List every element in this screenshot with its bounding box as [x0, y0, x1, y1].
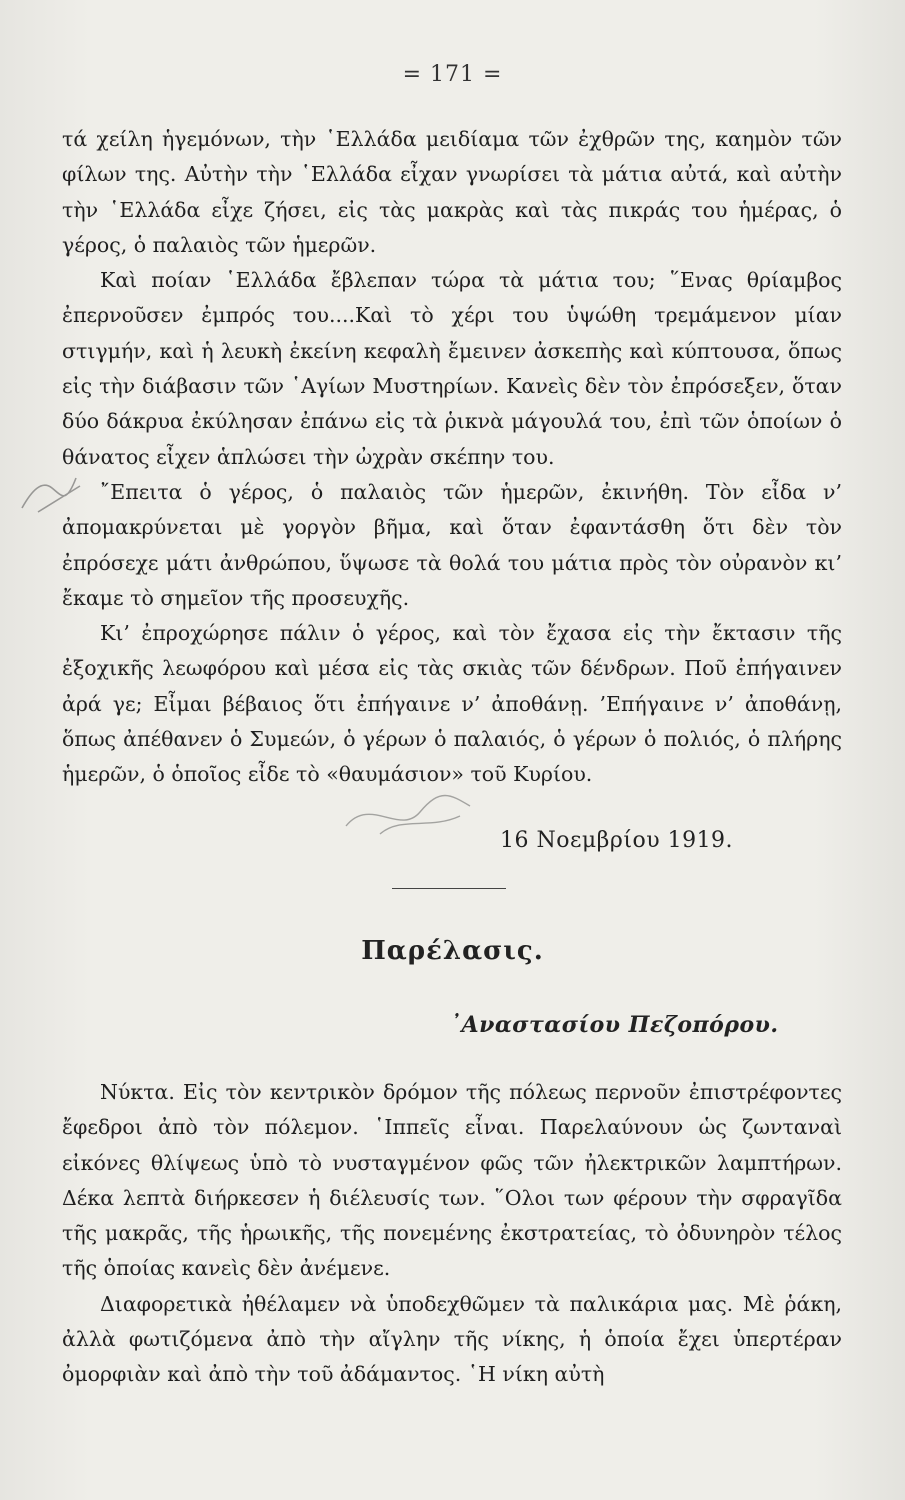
author-name: ᾿Αναστασίου Πεζοπόρου. — [450, 1012, 779, 1038]
paragraph: Καὶ ποίαν ῾Ελλάδα ἔβλεπαν τώρα τὰ μάτια του; ῞Ενας θρίαμβος ἐπερνοῦσεν ἐμπρός του....Καὶ τὸ χέρι του ὑψώθη τρεμάμενον μίαν στιγμήν, καὶ ἡ λευκὴ ἐκείνη κεφαλὴ ἔμεινεν ἀσκεπὴς καὶ κύπτουσα, ὅπως εἰς τὴν διάβασιν τῶν ῾Αγίων Μυστηρίων. Κανεὶς δὲν τὸν ἐπρόσεξεν, ὅταν δύο δάκρυα ἐκύλησαν ἐπάνω εἰς τὰ ῥικνὰ μάγουλά του, ἐπὶ τῶν ὁποίων ὁ θάνατος εἶχεν ἁπλώσει τὴν ὠχρὰν σκέπην του. — [62, 268, 842, 469]
date-line: 16 Νοεμβρίου 1919. — [500, 828, 734, 853]
page-number: = 171 = — [402, 62, 503, 87]
signature-scribble-mark — [340, 786, 480, 846]
section-divider — [392, 888, 506, 889]
paragraph: Νύκτα. Εἰς τὸν κεντρικὸν δρόμον τῆς πόλεως περνοῦν ἐπιστρέφοντες ἔφεδροι ἀπὸ τὸν πόλεμον. ῾Ιππεῖς εἶναι. Παρελαύνουν ὡς ζωνταναὶ εἰκόνες θλίψεως ὑπὸ τὸ νυσταγμένον φῶς τῶν ἠλεκτρικῶν λαμπτήρων. Δέκα λεπτὰ διήρκεσεν ἡ διέλευσίς των. ῞Ολοι των φέρουν τὴν σφραγῖδα τῆς μακρᾶς, τῆς ἡρωικῆς, τῆς πονεμένης ἐκστρατείας, τὸ ὀδυνηρὸν τέλος τῆς ὁποίας κανεὶς δὲν ἀνέμενε. — [62, 1080, 842, 1281]
paragraph: ῎Επειτα ὁ γέρος, ὁ παλαιὸς τῶν ἡμερῶν, ἐκινήθη. Τὸν εἶδα ν’ ἀπομακρύνεται μὲ γοργὸν βῆμα, καὶ ὅταν ἐφαντάσθη ὅτι δὲν τὸν ἐπρόσεχε μάτι ἀνθρώπου, ὕψωσε τὰ θολά του μάτια πρὸς τὸν οὐρανὸν κι’ ἔκαμε τὸ σημεῖον τῆς προσευχῆς. — [62, 479, 842, 610]
second-section-text — [62, 1075, 842, 1393]
section-title: Παρέλασις. — [361, 936, 544, 966]
paragraph: Κι’ ἐπροχώρησε πάλιν ὁ γέρος, καὶ τὸν ἔχασα εἰς τὴν ἔκτασιν τῆς ἐξοχικῆς λεωφόρου καὶ μέσα εἰς τὰς σκιὰς τῶν δένδρων. Ποῦ ἐπήγαινεν ἀρά γε; Εἶμαι βέβαιος ὅτι ἐπήγαινε ν’ ἀποθάνῃ. ’Επήγαινε ν’ ἀποθάνῃ, ὅπως ἀπέθανεν ὁ Συμεών, ὁ γέρων ὁ παλαιός, ὁ γέρων ὁ πολιός, ὁ πλήρης ἡμερῶν, ὁ ὁποῖος εἶδε τὸ «θαυμάσιον» τοῦ Κυρίου. — [62, 621, 842, 787]
paragraph: Διαφορετικὰ ἠθέλαμεν νὰ ὑποδεχθῶμεν τὰ παλικάρια μας. Μὲ ῥάκη, ἀλλὰ φωτιζόμενα ἀπὸ τὴν αἴγλην τῆς νίκης, ἡ ὁποία ἔχει ὑπερτέραν ὀμορφιὰν καὶ ἀπὸ τὴν τοῦ ἀδάμαντος. ῾Η νίκη αὐτὴ — [62, 1291, 842, 1387]
first-section-text — [62, 122, 842, 793]
paragraph: τά χείλη ἡγεμόνων, τὴν ῾Ελλάδα μειδίαμα τῶν ἐχθρῶν της, καημὸν τῶν φίλων της. Αὐτὴν τὴν ῾Ελλάδα εἶχαν γνωρίσει τὰ μάτια αὐτά, καὶ αὐτὴν τὴν ῾Ελλάδα εἶχε ζήσει, εἰς τὰς μακρὰς καὶ τὰς πικράς του ἡμέρας, ὁ γέρος, ὁ παλαιὸς τῶν ἡμερῶν. — [62, 127, 842, 257]
